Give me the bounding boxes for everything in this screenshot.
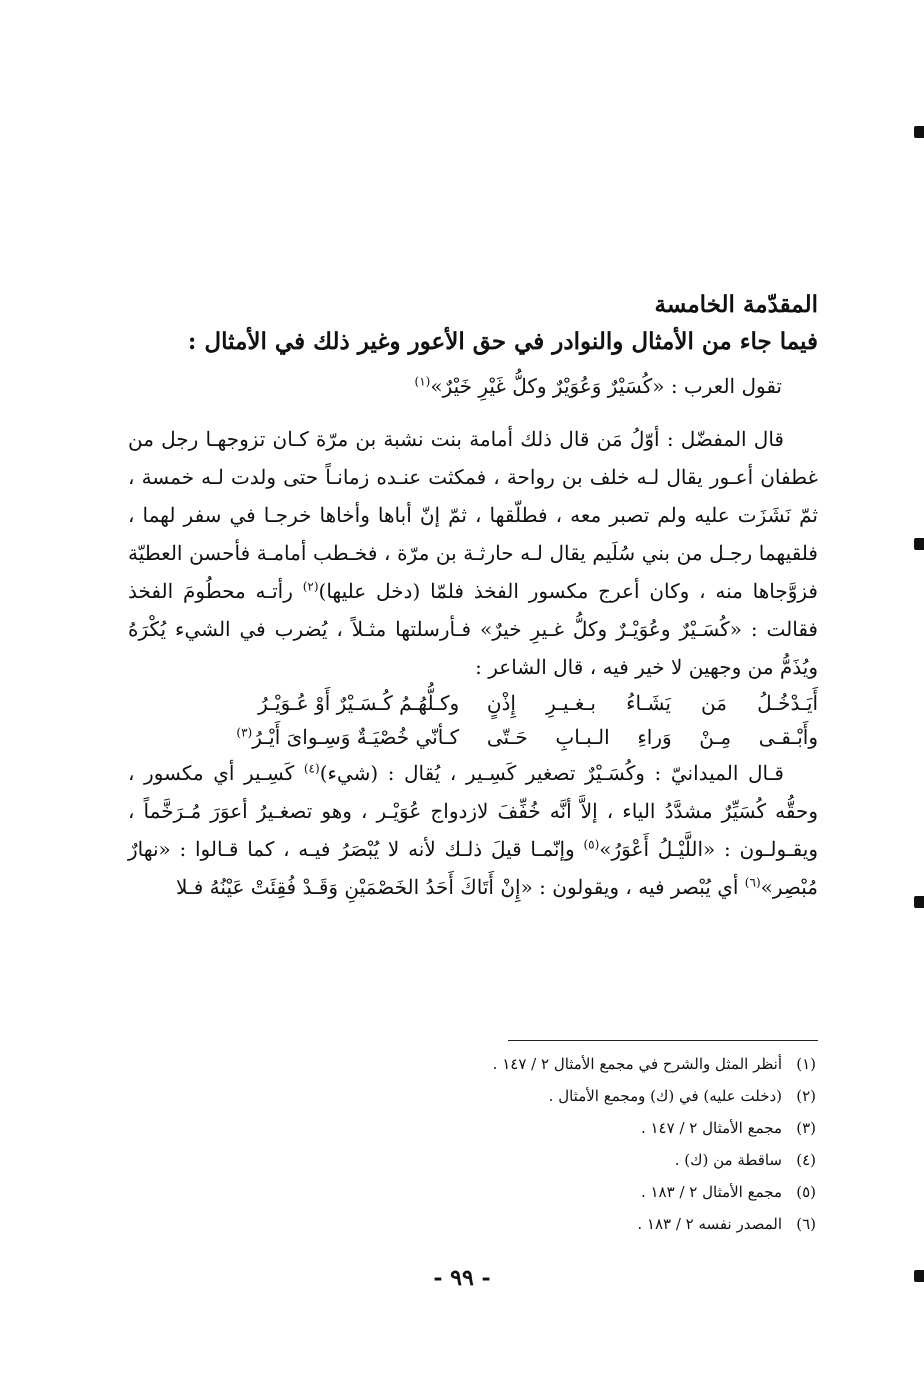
footnote-item xyxy=(380,1176,816,1208)
page-number: - ٩٩ - xyxy=(433,1265,491,1291)
footnote-number: (٤) xyxy=(796,1151,816,1169)
footnote-text: ساقطة من (ك) . xyxy=(674,1151,782,1169)
footnote-item xyxy=(380,1048,816,1080)
verse-text: وكـلُّهُـمُ كُـسَـيْرٌ أَوْ عُـوَيْـرُ xyxy=(258,691,460,715)
chapter-title: المقدّمة الخامسة xyxy=(654,291,818,318)
footnote-number: (٣) xyxy=(796,1119,816,1137)
paragraph-maydani xyxy=(128,754,818,906)
main-content xyxy=(128,288,818,906)
footnote-text: (دخلت عليه) في (ك) ومجمع الأمثال . xyxy=(548,1087,782,1105)
footnotes-list xyxy=(380,1048,816,1240)
verse-first-hemistich: أَيَـدْخُـلُ مَن يَشَـاءُ بـغـيـرِ إِذْنٍ xyxy=(486,691,818,715)
verse-first-hemistich: وأَبْـقـى مِـنْ وَراءِ الـبـابِ حَـتّى xyxy=(486,725,818,749)
footnote-text: مجمع الأمثال ٢ / ١٨٣ . xyxy=(640,1183,782,1201)
footnote-item xyxy=(380,1112,816,1144)
paragraph-text: قال المفضّل : أوّلُ مَن قال ذلك أمامة بنت نشبة بن مرّة كـان تزوجهـا رجل من غطفان أعـور يقال لـه خلف بن رواحة ، فمكثت عنـده زمانـاً حتى ولدت لـه خمسة ، ثمّ نَشَزَت عليه ولم تصبر معه ، فطلّقها ، ثمّ إنّ أباها وأخاها خرجـا في سفر لهما ، فلقيهما رجـل من بني سُلَيم يقال لـه حارثـة بن مرّة ، فخـطب أمامـة فأحسن العطيّة فزوَّجاها منه ، وكان أعرج مكسور الفخذ فلمّا (دخل عليها) xyxy=(128,427,818,603)
verse-second-hemistich xyxy=(128,720,459,754)
footnote-number: (٥) xyxy=(796,1183,816,1201)
footnote-text: المصدر نفسه ٢ / ١٨٣ . xyxy=(637,1215,782,1233)
paragraph-text: رأتـه محطُومَ الفخذ فقالت : «كُسَـيْرٌ وعُوَيْـرٌ وكلُّ غـيرِ خيرٌ» فـأرسلتها مثـلاً ، يُضرب في الشيء يُكْرَهُ ويُذَمُّ من وجهين لا خير فيه ، قال الشاعر : xyxy=(128,579,818,679)
paragraph-text: أي يُبْصر فيه ، ويقولون : «إِنْ أَتَاكَ أَحَدُ الخَصْمَيْنِ وَقَـدْ فُقِئَتْ عَيْنُهُ فـلا xyxy=(175,875,745,899)
footnote-ref: (٢) xyxy=(302,579,319,594)
paragraph-text: وإنّمـا قيلَ ذلـك لأنه لا يُبْصَرُ فيـه ، كما قـالوا : «نهارٌ مُبْصِر» xyxy=(128,837,818,899)
paragraph-origin xyxy=(128,420,818,686)
page-edge-mark xyxy=(914,126,924,138)
verse-second-hemistich xyxy=(128,686,459,720)
footnote-ref: (٤) xyxy=(303,761,320,776)
footnote-ref: (٥) xyxy=(583,837,600,852)
footnote-text: مجمع الأمثال ٢ / ١٤٧ . xyxy=(640,1119,782,1137)
proverb-line xyxy=(128,366,818,406)
footnote-ref: (١) xyxy=(414,374,431,389)
page-edge-mark xyxy=(914,538,924,550)
footnote-item xyxy=(380,1208,816,1240)
footnote-item xyxy=(380,1080,816,1112)
footnote-divider xyxy=(508,1040,818,1041)
poem-verse xyxy=(128,686,818,720)
footnote-item xyxy=(380,1144,816,1176)
footnote-number: (٢) xyxy=(796,1087,816,1105)
page-edge-mark xyxy=(914,896,924,908)
poem-verse xyxy=(128,720,818,754)
footnote-ref: (٣) xyxy=(236,725,253,740)
chapter-subtitle: فيما جاء من الأمثال والنوادر في حق الأعور وغير ذلك في الأمثال : xyxy=(187,328,818,355)
footnote-text: أنظر المثل والشرح في مجمع الأمثال ٢ / ١٤٧ . xyxy=(492,1055,782,1073)
paragraph-text: كَسِـير أي مكسور ، وحقُّه كُسَيِّرٌ مشدَّدُ الياء ، إلاَّ أنَّه خُفِّفَ لازدواج عُوَيْـر ، وهو تصغـيرُ أعوَرَ مُـرَخَّماً ، ويقـولـون : «اللَّيْـلُ أَعْوَرُ» xyxy=(128,761,818,861)
footnote-ref: (٦) xyxy=(744,875,761,890)
footnote-number: (٦) xyxy=(796,1215,816,1233)
proverb-text: تقول العرب : «كُسَيْرٌ وَعُوَيْرٌ وكلُّ غَيْرِ خَيْرٌ» xyxy=(430,374,782,398)
verse-text: كـأنّي خُصْيَـةٌ وَسِـواىَ أَيْـرُ xyxy=(252,725,460,749)
paragraph-text: قـال الميدانيّ : وكُسَـيْرٌ تصغير كَسِـير ، يُقال : (شيء) xyxy=(319,761,784,785)
footnote-number: (١) xyxy=(796,1055,816,1073)
